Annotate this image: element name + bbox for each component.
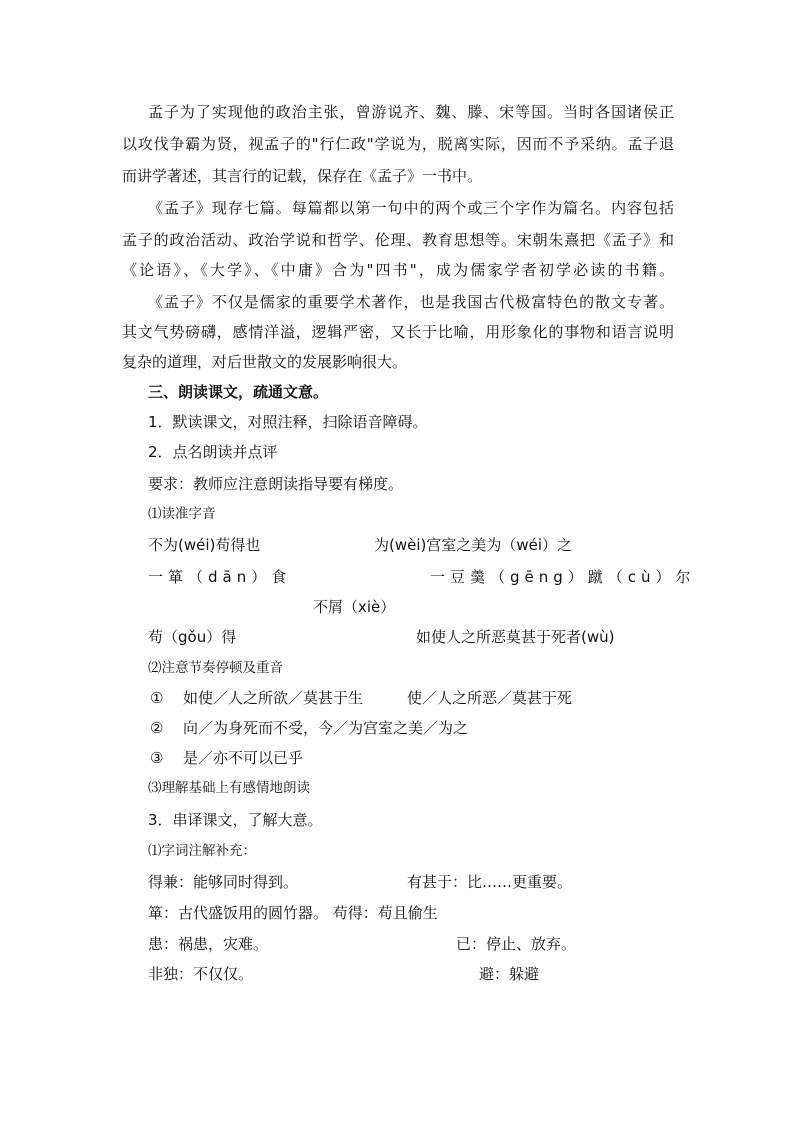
glossary-item: 箪：古代盛饭用的圆竹器。 苟得：苟且偷生 (148, 904, 438, 922)
pron-item: 为(wèi)宫室之美为（wéi）之 (374, 536, 573, 554)
rhythm-marker: ③ (150, 749, 164, 767)
glossary-item: 得兼：能够同时得到。 (148, 873, 299, 891)
rhythm-item: 向／为身死而不受，今／为宫室之美／为之 (183, 719, 469, 737)
intro-p3-line-1: 《孟子》不仅是儒家的重要学术著作，也是我国古代极富特色的散文专著。 (148, 293, 674, 311)
subsection-reading: ⑶理解基础上有感情地朗读 (148, 780, 310, 796)
intro-p2-line-2: 孟子的政治活动、政治学说和哲学、伦理、教育思想等。宋朝朱熹把《孟子》和 (122, 231, 674, 249)
rhythm-item: 如使／人之所欲／莫甚于生 (183, 689, 364, 707)
glossary-item: 已：停止、放弃。 (456, 935, 577, 953)
subsection-glossary: ⑴字词注解补充： (148, 843, 256, 859)
pron-item: 不为(wéi)苟得也 (148, 536, 261, 554)
pron-item: 一箪（dān）食 (148, 568, 292, 586)
rhythm-marker: ① (150, 689, 164, 707)
intro-p2-line-3: 《论语》、《大学》、《中庸》合为"四书"，成为儒家学者初学必读的书籍。 (122, 261, 674, 279)
pron-item: 不屑（xiè） (313, 598, 396, 616)
glossary-item: 避：躲避 (479, 965, 540, 983)
rhythm-marker: ② (150, 719, 164, 737)
glossary-item: 患：祸患，灾难。 (148, 935, 269, 953)
step-1: 1．默读课文，对照注释，扫除语音障碍。 (148, 413, 428, 431)
pron-item: 如使人之所恶莫甚于死者(wù) (416, 628, 615, 646)
pron-item: 一豆羹（gēng）蹴（cù）尔 (430, 568, 696, 586)
subsection-pronunciation: ⑴读准字音 (148, 506, 216, 522)
step-2: 2．点名朗读并点评 (148, 443, 278, 461)
intro-p2-line-1: 《孟子》现存七篇。每篇都以第一句中的两个或三个字作为篇名。内容包括 (148, 199, 674, 217)
subsection-rhythm: ⑵注意节奏停顿及重音 (148, 660, 283, 676)
pron-item: 苟（gǒu）得 (148, 628, 237, 646)
intro-p3-line-2: 其文气势磅礴，感情洋溢，逻辑严密，又长于比喻，用形象化的事物和语言说明 (122, 323, 674, 341)
intro-p1-line-1: 孟子为了实现他的政治主张，曾游说齐、魏、滕、宋等国。当时各国诸侯正 (148, 103, 674, 121)
step-3: 3．串译课文，了解大意。 (148, 811, 323, 829)
rhythm-item: 是／亦不可以已乎 (183, 749, 304, 767)
section-heading: 三、朗读课文，疏通文意。 (148, 383, 329, 401)
requirement: 要求：教师应注意朗读指导要有梯度。 (148, 475, 404, 493)
glossary-item: 有甚于：比……更重要。 (407, 873, 573, 891)
rhythm-item: 使／人之所恶／莫甚于死 (407, 689, 573, 707)
glossary-item: 非独：不仅仅。 (148, 965, 254, 983)
intro-p1-line-2: 以攻伐争霸为贤，视孟子的"行仁政"学说为，脱离实际，因而不予采纳。孟子退 (122, 135, 674, 153)
intro-p3-line-3: 复杂的道理，对后世散文的发展影响很大。 (122, 353, 408, 371)
intro-p1-line-3: 而讲学著述，其言行的记载，保存在《孟子》一书中。 (122, 167, 483, 185)
